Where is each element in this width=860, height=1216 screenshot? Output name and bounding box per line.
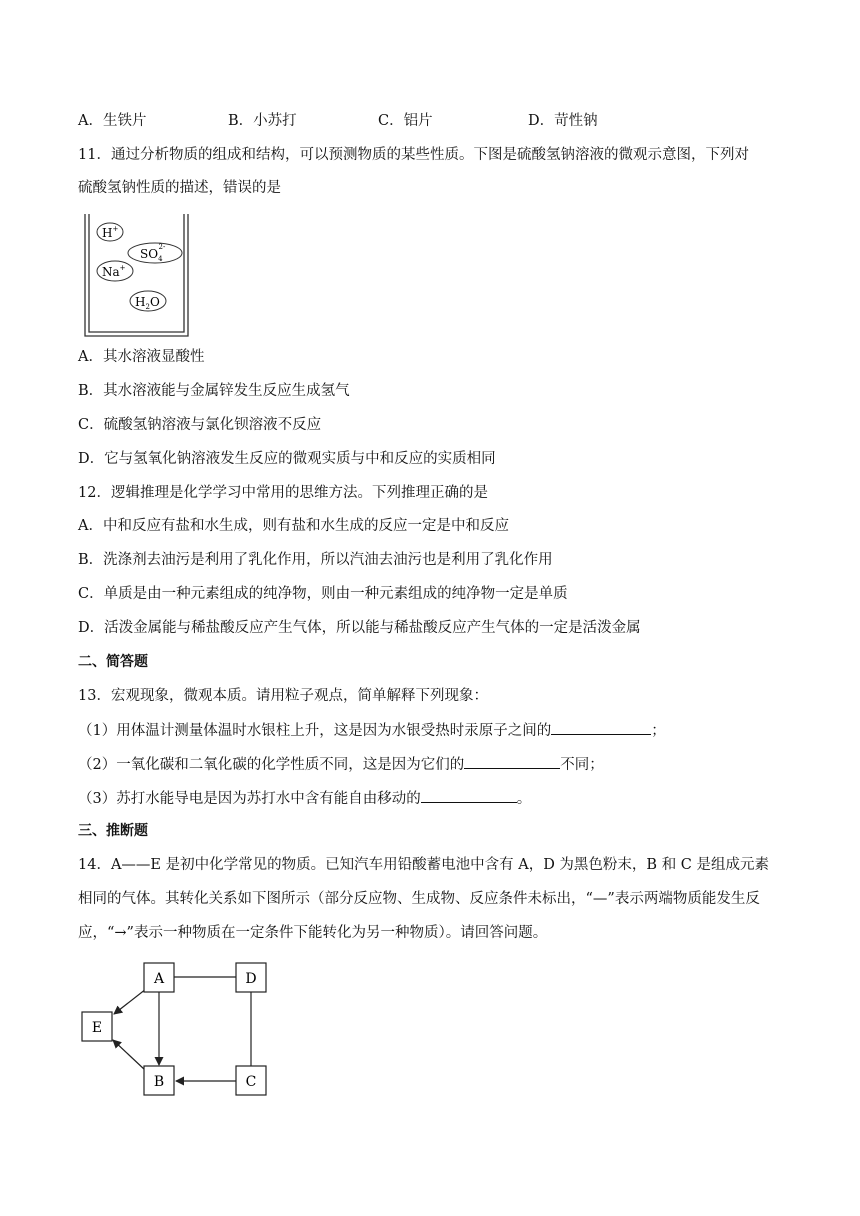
q13-item3-text: （3）苏打水能导电是因为苏打水中含有能自由移动的 (78, 791, 421, 807)
q13-item1 (78, 720, 666, 741)
q13-item2 (78, 754, 604, 775)
q14-line3: 应，“→”表示一种物质在一定条件下能转化为另一种物质）。请回答问题。 (78, 925, 548, 941)
svg-text:B: B (153, 1074, 165, 1090)
q12-option-c: C．单质是由一种元素组成的纯净物，则由一种元素组成的纯净物一定是单质 (78, 586, 568, 602)
q11-option-d: D．它与氢氧化钠溶液发生反应的微观实质与中和反应的实质相同 (78, 451, 496, 467)
q13-item3-end: 。 (516, 791, 532, 807)
q11-option-a: A．其水溶液显酸性 (78, 349, 205, 365)
molecule-water (130, 291, 166, 311)
q11-stem-line1: 11．通过分析物质的组成和结构，可以预测物质的某些性质。下图是硫酸氢钠溶液的微观示意图，下列对 (78, 147, 749, 163)
q14-line1: 14．A——E 是初中化学常见的物质。已知汽车用铅酸蓄电池中含有 A，D 为黑色粉末，B 和 C 是组成元素 (78, 857, 770, 873)
svg-text:Na+: Na+ (102, 264, 126, 279)
q13-item1-text: （1）用体温计测量体温时水银柱上升，这是因为水银受热时汞原子之间的 (78, 723, 552, 739)
node-d (236, 963, 266, 992)
q10-option-c: C．铝片 (378, 113, 433, 129)
svg-text:D: D (245, 971, 257, 987)
q12-option-a: A．中和反应有盐和水生成，则有盐和水生成的反应一定是中和反应 (78, 518, 509, 534)
svg-text:A: A (153, 971, 165, 987)
svg-text:SO42-: $SO_42-$ (140, 243, 166, 263)
arrow-b-to-e (113, 1040, 145, 1070)
q13-blank1[interactable] (551, 720, 651, 735)
svg-text:C: C (245, 1074, 257, 1090)
q10-option-d: D．苛性钠 (528, 113, 598, 129)
q13-stem: 13．宏观现象，微观本质。请用粒子观点，简单解释下列现象： (78, 688, 488, 704)
section-heading-short-answer: 二、简答题 (78, 654, 148, 670)
q10-options (78, 111, 778, 131)
q13-item1-end: ； (651, 723, 666, 739)
node-c (236, 1066, 266, 1095)
q11-beaker-figure (84, 212, 192, 340)
node-a (144, 963, 174, 992)
q11-option-c: C．硫酸氢钠溶液与氯化钡溶液不反应 (78, 417, 322, 433)
svg-text:H2O: $H_2O$ (135, 295, 160, 311)
q11-option-b: B．其水溶液能与金属锌发生反应生成氢气 (78, 383, 350, 399)
node-e (82, 1012, 112, 1041)
section-heading-inference: 三、推断题 (78, 823, 148, 839)
svg-text:E: E (91, 1020, 103, 1036)
q13-blank2[interactable] (464, 754, 560, 769)
q12-option-b: B．洗涤剂去油污是利用了乳化作用，所以汽油去油污也是利用了乳化作用 (78, 552, 553, 568)
q12-stem: 12．逻辑推理是化学学习中常用的思维方法。下列推理正确的是 (78, 485, 488, 501)
node-b (144, 1066, 174, 1095)
q13-blank3[interactable] (421, 788, 517, 803)
q13-item2-text: （2）一氧化碳和二氧化碳的化学性质不同，这是因为它们的 (78, 757, 465, 773)
q14-line2: 相同的气体。其转化关系如下图所示（部分反应物、生成物、反应条件未标出，“—”表示两端物质能发生反 (78, 891, 760, 907)
ion-h-plus (97, 223, 123, 241)
q12-option-d: D．活泼金属能与稀盐酸反应产生气体，所以能与稀盐酸反应产生气体的一定是活泼金属 (78, 620, 641, 636)
q13-item3 (78, 788, 531, 809)
svg-text:H+: H+ (102, 225, 119, 240)
q10-option-a: A．生铁片 (78, 113, 147, 129)
q13-item2-end: 不同； (560, 757, 604, 773)
ion-sodium (97, 261, 133, 281)
q10-option-b: B．小苏打 (228, 113, 297, 129)
q14-relation-diagram (78, 958, 278, 1098)
beaker-outline (85, 214, 188, 336)
q11-stem-line2: 硫酸氢钠性质的描述，错误的是 (78, 180, 281, 196)
arrow-a-to-e (114, 989, 146, 1014)
ion-sulfate (128, 243, 182, 263)
